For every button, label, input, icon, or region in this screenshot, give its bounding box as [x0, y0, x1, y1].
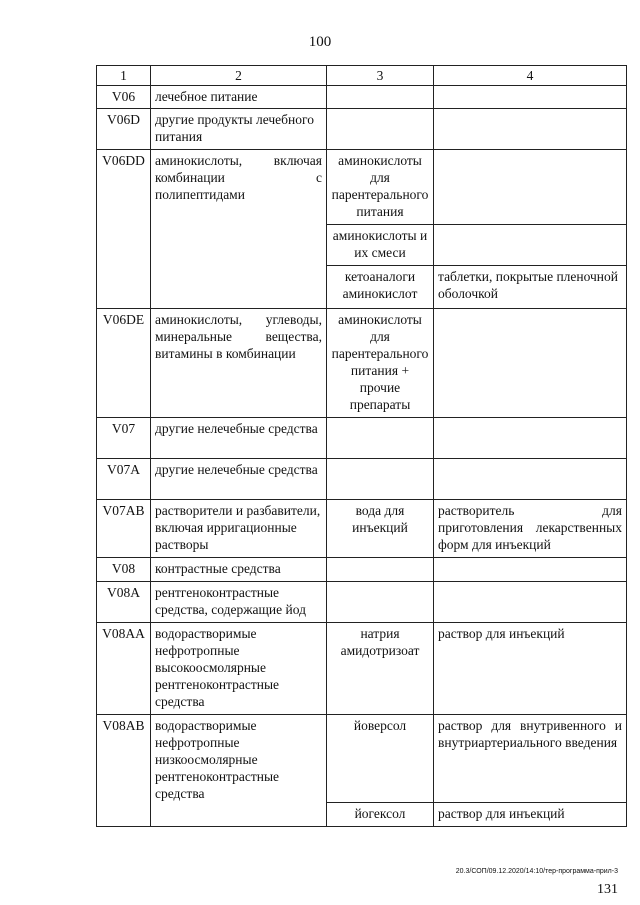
group-description: другие нелечебные средства	[151, 418, 327, 459]
dosage-form-cell: таблетки, покрытые пленочной оболочкой	[434, 266, 627, 309]
group-description: другие продукты лечебного питания	[151, 109, 327, 150]
table-header-row	[97, 66, 627, 86]
substance-cell	[327, 582, 434, 623]
atc-code: V07AB	[97, 500, 151, 558]
dosage-form-cell	[434, 150, 627, 225]
substance-cell: вода для инъекций	[327, 500, 434, 558]
atc-code: V07A	[97, 459, 151, 500]
substance-cell	[327, 459, 434, 500]
atc-code: V07	[97, 418, 151, 459]
dosage-form-cell: раствор для внутривенного и внутриартериального введения	[434, 715, 627, 803]
table-row	[97, 86, 627, 109]
dosage-form-cell: раствор для инъекций	[434, 623, 627, 715]
substance-cell: натрия амидотризоат	[327, 623, 434, 715]
table-row	[97, 418, 627, 459]
table-row	[97, 558, 627, 582]
group-description: растворители и разбавители, включая ирригационные растворы	[151, 500, 327, 558]
group-description: другие нелечебные средства	[151, 459, 327, 500]
table-row	[97, 500, 627, 558]
table-row	[97, 623, 627, 715]
dosage-form-cell: растворитель для приготовления лекарственных форм для инъекций	[434, 500, 627, 558]
substance-cell: йогексол	[327, 803, 434, 827]
atc-code: V06	[97, 86, 151, 109]
page-number-bottom: 131	[597, 882, 618, 897]
group-description: водорастворимые нефротропные низкоосмолярные рентгеноконтрастные средства	[151, 715, 327, 827]
dosage-form-cell	[434, 459, 627, 500]
header-col-2: 2	[151, 66, 327, 86]
atc-code: V08AA	[97, 623, 151, 715]
table-row	[97, 715, 627, 803]
substance-cell: аминокислоты и их смеси	[327, 225, 434, 266]
header-col-1: 1	[97, 66, 151, 86]
atc-code: V08A	[97, 582, 151, 623]
page-number-top: 100	[308, 34, 332, 50]
substance-cell	[327, 109, 434, 150]
substance-cell: аминокислоты для парентерального питания	[327, 150, 434, 225]
document-footer-code: 20.3/СОП/09.12.2020/14:10/тер-программа-прил-3	[455, 868, 618, 875]
group-description: лечебное питание	[151, 86, 327, 109]
table-row	[97, 109, 627, 150]
table-row	[97, 309, 627, 418]
dosage-form-cell	[434, 225, 627, 266]
dosage-form-cell	[434, 582, 627, 623]
header-col-4: 4	[434, 66, 627, 86]
atc-code: V06D	[97, 109, 151, 150]
drug-classification-table	[96, 65, 627, 827]
table-row	[97, 150, 627, 225]
group-description: рентгеноконтрастные средства, содержащие йод	[151, 582, 327, 623]
dosage-form-cell	[434, 309, 627, 418]
substance-cell	[327, 418, 434, 459]
atc-code: V06DE	[97, 309, 151, 418]
atc-code: V08AB	[97, 715, 151, 827]
substance-cell: кетоаналоги аминокислот	[327, 266, 434, 309]
atc-code: V08	[97, 558, 151, 582]
group-description: водорастворимые нефротропные высокоосмолярные рентгеноконтрастные средства	[151, 623, 327, 715]
header-col-3: 3	[327, 66, 434, 86]
dosage-form-cell: раствор для инъекций	[434, 803, 627, 827]
table-row	[97, 459, 627, 500]
substance-cell: аминокислоты для парентерального питания + прочие препараты	[327, 309, 434, 418]
dosage-form-cell	[434, 418, 627, 459]
table-row	[97, 582, 627, 623]
group-description: контрастные средства	[151, 558, 327, 582]
substance-cell	[327, 86, 434, 109]
group-description: аминокислоты, углеводы, минеральные вещества, витамины в комбинации	[151, 309, 327, 418]
atc-code: V06DD	[97, 150, 151, 309]
dosage-form-cell	[434, 86, 627, 109]
group-description: аминокислоты, включая комбинации с полипептидами	[151, 150, 327, 309]
substance-cell: йоверсол	[327, 715, 434, 803]
dosage-form-cell	[434, 558, 627, 582]
substance-cell	[327, 558, 434, 582]
dosage-form-cell	[434, 109, 627, 150]
